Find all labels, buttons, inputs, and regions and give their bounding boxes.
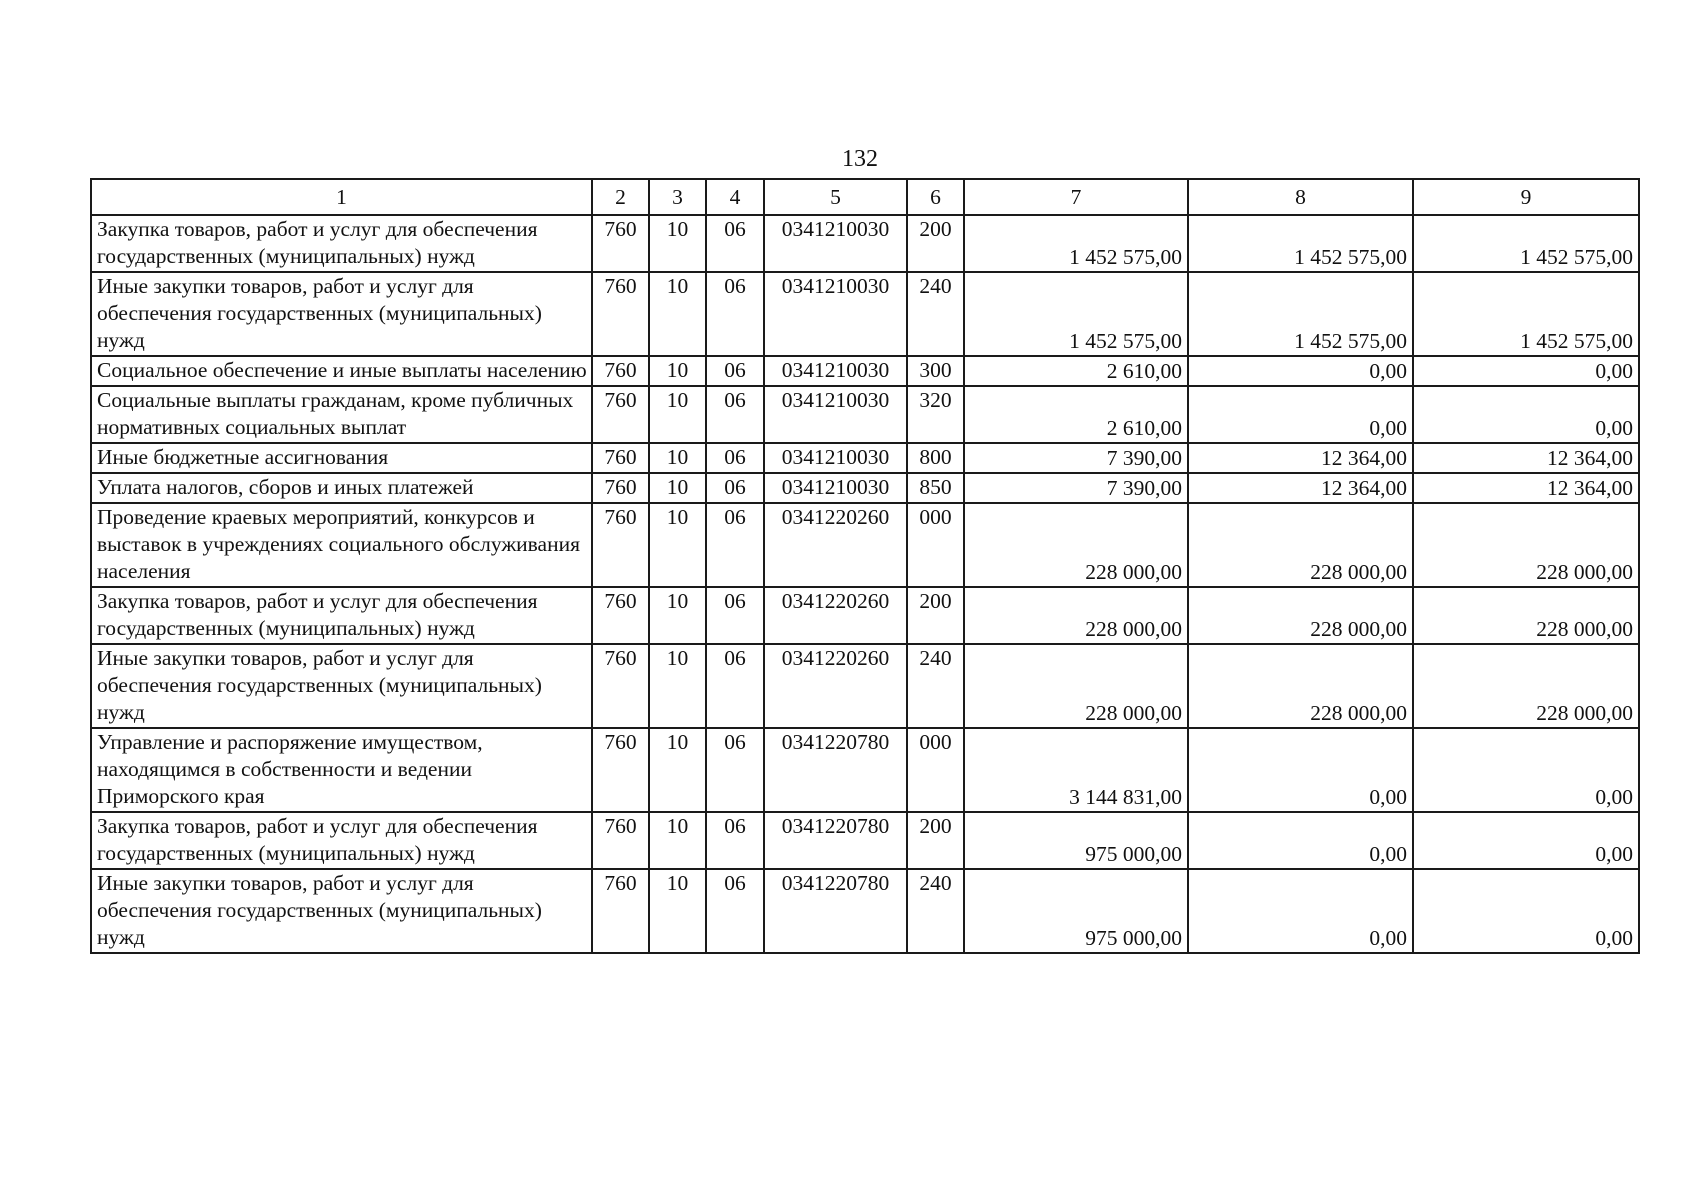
code-cell: 10 <box>649 587 706 644</box>
code-cell: 760 <box>592 587 649 644</box>
code-cell: 06 <box>706 503 764 587</box>
code-cell: 760 <box>592 812 649 869</box>
amount-cell: 2 610,00 <box>964 386 1188 443</box>
amount-cell: 0,00 <box>1188 356 1413 386</box>
code-cell: 10 <box>649 503 706 587</box>
amount-cell: 228 000,00 <box>964 503 1188 587</box>
code-cell: 850 <box>907 473 964 503</box>
table-row <box>91 869 1639 953</box>
code-cell: 240 <box>907 272 964 356</box>
table-row <box>91 215 1639 272</box>
code-cell: 0341220780 <box>764 869 907 953</box>
code-cell: 320 <box>907 386 964 443</box>
amount-cell: 228 000,00 <box>964 644 1188 728</box>
row-name-cell: Закупка товаров, работ и услуг для обеспечения государственных (муниципальных) нужд <box>91 587 592 644</box>
amount-cell: 7 390,00 <box>964 473 1188 503</box>
amount-cell: 228 000,00 <box>1188 503 1413 587</box>
code-cell: 000 <box>907 503 964 587</box>
amount-cell: 228 000,00 <box>1413 587 1639 644</box>
column-header: 6 <box>907 179 964 215</box>
code-cell: 200 <box>907 215 964 272</box>
table-row <box>91 728 1639 812</box>
code-cell: 06 <box>706 644 764 728</box>
amount-cell: 1 452 575,00 <box>1188 272 1413 356</box>
code-cell: 10 <box>649 644 706 728</box>
table-row <box>91 473 1639 503</box>
code-cell: 10 <box>649 356 706 386</box>
table-body <box>91 215 1639 953</box>
code-cell: 06 <box>706 443 764 473</box>
table-row <box>91 386 1639 443</box>
amount-cell: 12 364,00 <box>1188 443 1413 473</box>
code-cell: 06 <box>706 812 764 869</box>
budget-table <box>90 178 1640 954</box>
column-header: 1 <box>91 179 592 215</box>
amount-cell: 1 452 575,00 <box>964 215 1188 272</box>
amount-cell: 228 000,00 <box>1413 644 1639 728</box>
code-cell: 240 <box>907 869 964 953</box>
amount-cell: 1 452 575,00 <box>1188 215 1413 272</box>
row-name-cell: Закупка товаров, работ и услуг для обеспечения государственных (муниципальных) нужд <box>91 215 592 272</box>
code-cell: 0341220780 <box>764 728 907 812</box>
code-cell: 760 <box>592 473 649 503</box>
code-cell: 000 <box>907 728 964 812</box>
amount-cell: 228 000,00 <box>1413 503 1639 587</box>
row-name-cell: Иные бюджетные ассигнования <box>91 443 592 473</box>
amount-cell: 0,00 <box>1413 728 1639 812</box>
code-cell: 10 <box>649 728 706 812</box>
code-cell: 760 <box>592 443 649 473</box>
code-cell: 10 <box>649 443 706 473</box>
code-cell: 760 <box>592 215 649 272</box>
row-name-cell: Социальные выплаты гражданам, кроме публичных нормативных социальных выплат <box>91 386 592 443</box>
amount-cell: 1 452 575,00 <box>964 272 1188 356</box>
code-cell: 06 <box>706 386 764 443</box>
code-cell: 0341210030 <box>764 443 907 473</box>
table-row <box>91 356 1639 386</box>
code-cell: 760 <box>592 644 649 728</box>
code-cell: 800 <box>907 443 964 473</box>
code-cell: 760 <box>592 869 649 953</box>
code-cell: 10 <box>649 473 706 503</box>
table-row <box>91 587 1639 644</box>
code-cell: 10 <box>649 812 706 869</box>
code-cell: 06 <box>706 215 764 272</box>
table-row <box>91 644 1639 728</box>
column-header: 4 <box>706 179 764 215</box>
amount-cell: 3 144 831,00 <box>964 728 1188 812</box>
code-cell: 0341210030 <box>764 386 907 443</box>
code-cell: 760 <box>592 272 649 356</box>
row-name-cell: Социальное обеспечение и иные выплаты населению <box>91 356 592 386</box>
code-cell: 06 <box>706 473 764 503</box>
code-cell: 0341220260 <box>764 587 907 644</box>
column-header: 7 <box>964 179 1188 215</box>
table-row <box>91 272 1639 356</box>
code-cell: 0341220780 <box>764 812 907 869</box>
code-cell: 0341220260 <box>764 503 907 587</box>
amount-cell: 228 000,00 <box>1188 644 1413 728</box>
code-cell: 300 <box>907 356 964 386</box>
amount-cell: 1 452 575,00 <box>1413 272 1639 356</box>
row-name-cell: Уплата налогов, сборов и иных платежей <box>91 473 592 503</box>
code-cell: 760 <box>592 728 649 812</box>
code-cell: 760 <box>592 503 649 587</box>
code-cell: 06 <box>706 869 764 953</box>
amount-cell: 0,00 <box>1188 869 1413 953</box>
column-header: 2 <box>592 179 649 215</box>
code-cell: 0341210030 <box>764 473 907 503</box>
code-cell: 10 <box>649 386 706 443</box>
row-name-cell: Закупка товаров, работ и услуг для обеспечения государственных (муниципальных) нужд <box>91 812 592 869</box>
row-name-cell: Проведение краевых мероприятий, конкурсов и выставок в учреждениях социального обслуживания населения <box>91 503 592 587</box>
code-cell: 760 <box>592 386 649 443</box>
amount-cell: 228 000,00 <box>964 587 1188 644</box>
column-header: 5 <box>764 179 907 215</box>
header-row <box>91 179 1639 215</box>
amount-cell: 975 000,00 <box>964 869 1188 953</box>
code-cell: 10 <box>649 869 706 953</box>
row-name-cell: Иные закупки товаров, работ и услуг для обеспечения государственных (муниципальных) нужд <box>91 272 592 356</box>
amount-cell: 12 364,00 <box>1413 473 1639 503</box>
amount-cell: 0,00 <box>1413 356 1639 386</box>
code-cell: 06 <box>706 356 764 386</box>
amount-cell: 228 000,00 <box>1188 587 1413 644</box>
code-cell: 0341210030 <box>764 356 907 386</box>
amount-cell: 0,00 <box>1188 728 1413 812</box>
row-name-cell: Иные закупки товаров, работ и услуг для обеспечения государственных (муниципальных) нужд <box>91 644 592 728</box>
code-cell: 760 <box>592 356 649 386</box>
code-cell: 10 <box>649 272 706 356</box>
code-cell: 0341220260 <box>764 644 907 728</box>
amount-cell: 12 364,00 <box>1413 443 1639 473</box>
amount-cell: 0,00 <box>1188 812 1413 869</box>
amount-cell: 12 364,00 <box>1188 473 1413 503</box>
column-header: 8 <box>1188 179 1413 215</box>
row-name-cell: Управление и распоряжение имуществом, находящимся в собственности и ведении Приморского края <box>91 728 592 812</box>
code-cell: 06 <box>706 728 764 812</box>
table-row <box>91 503 1639 587</box>
column-header: 9 <box>1413 179 1639 215</box>
row-name-cell: Иные закупки товаров, работ и услуг для обеспечения государственных (муниципальных) нужд <box>91 869 592 953</box>
amount-cell: 975 000,00 <box>964 812 1188 869</box>
code-cell: 06 <box>706 272 764 356</box>
table-row <box>91 443 1639 473</box>
code-cell: 06 <box>706 587 764 644</box>
column-header: 3 <box>649 179 706 215</box>
amount-cell: 2 610,00 <box>964 356 1188 386</box>
amount-cell: 0,00 <box>1413 812 1639 869</box>
amount-cell: 0,00 <box>1188 386 1413 443</box>
amount-cell: 1 452 575,00 <box>1413 215 1639 272</box>
code-cell: 0341210030 <box>764 272 907 356</box>
amount-cell: 0,00 <box>1413 386 1639 443</box>
code-cell: 200 <box>907 812 964 869</box>
code-cell: 240 <box>907 644 964 728</box>
amount-cell: 0,00 <box>1413 869 1639 953</box>
code-cell: 0341210030 <box>764 215 907 272</box>
code-cell: 10 <box>649 215 706 272</box>
table-row <box>91 812 1639 869</box>
amount-cell: 7 390,00 <box>964 443 1188 473</box>
code-cell: 200 <box>907 587 964 644</box>
page-number: 132 <box>842 146 878 172</box>
